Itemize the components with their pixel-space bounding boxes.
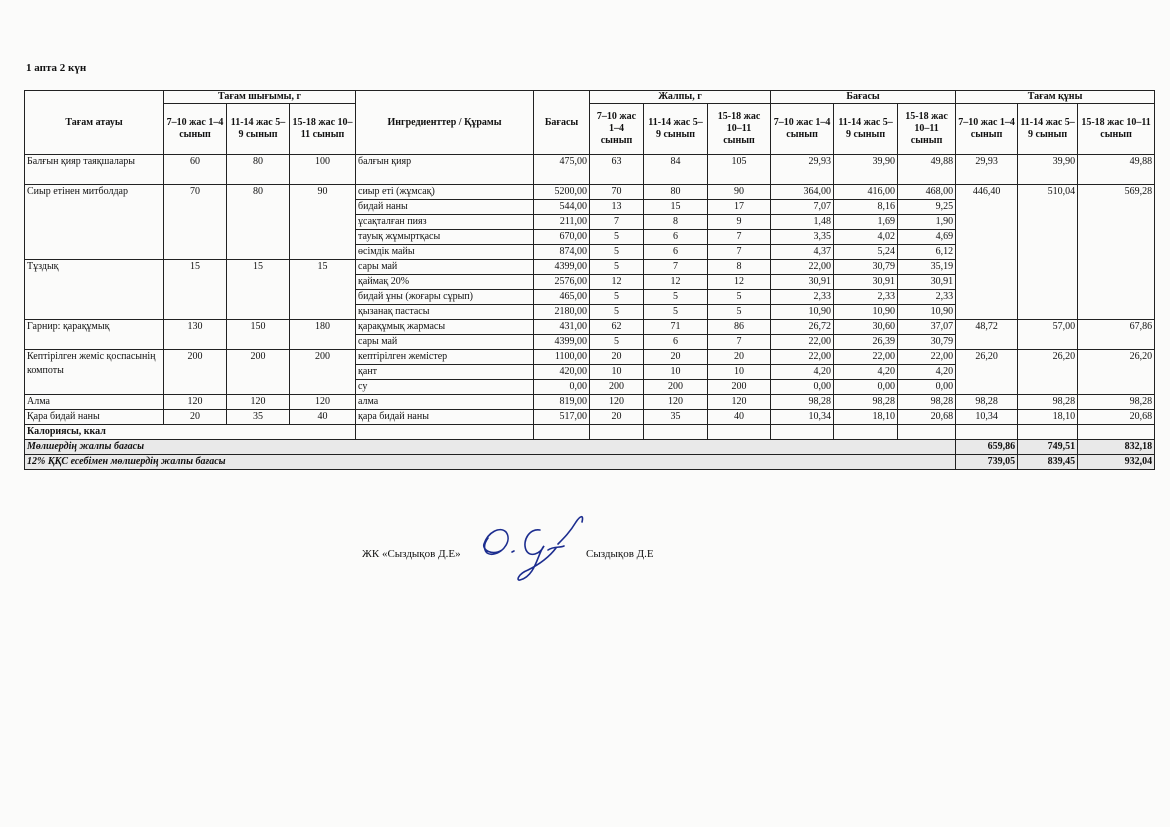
ingredient-price: 544,00: [534, 200, 590, 215]
dish-yield-3: 100: [290, 155, 356, 185]
ingredient-total-3: 9: [708, 215, 771, 230]
menu-table: [24, 90, 1155, 470]
dish-yield-2: 150: [227, 320, 290, 350]
ingredient-cost-3: 35,19: [898, 260, 956, 275]
ingredient-cost-1: 7,07: [771, 200, 834, 215]
dish-value-2: 510,04: [1018, 185, 1078, 320]
ingredient-cost-3: 0,00: [898, 380, 956, 395]
ingredient-cost-3: 49,88: [898, 155, 956, 185]
summary-cell: [708, 425, 771, 440]
dish-value-2: 98,28: [1018, 395, 1078, 410]
dish-yield-1: 70: [164, 185, 227, 260]
ingredient-cost-2: 10,90: [834, 305, 898, 320]
ingredient-cost-1: 98,28: [771, 395, 834, 410]
header-value-age-2: 11-14 жас 5–9 сынып: [1018, 104, 1078, 155]
dish-yield-2: 35: [227, 410, 290, 425]
dish-yield-1: 200: [164, 350, 227, 395]
table-row: [25, 395, 1155, 410]
ingredient-total-3: 90: [708, 185, 771, 200]
summary-cell: [1078, 425, 1155, 440]
total-cost-age-2: 749,51: [1018, 440, 1078, 455]
ingredient-total-2: 12: [644, 275, 708, 290]
ingredient-price: 517,00: [534, 410, 590, 425]
ingredient-total-2: 15: [644, 200, 708, 215]
ingredient-price: 211,00: [534, 215, 590, 230]
ingredient-cost-3: 30,79: [898, 335, 956, 350]
ingredient-total-2: 120: [644, 395, 708, 410]
ingredient-cost-1: 10,34: [771, 410, 834, 425]
calories-row: [25, 425, 1155, 440]
ingredient-cost-2: 0,00: [834, 380, 898, 395]
table-row: [25, 155, 1155, 185]
ingredient-total-3: 86: [708, 320, 771, 335]
ingredient-cost-1: 4,20: [771, 365, 834, 380]
ingredient-name: бидай наны: [356, 200, 534, 215]
header-cost: Бағасы: [771, 91, 956, 104]
ingredient-total-3: 7: [708, 335, 771, 350]
header-cost-age-2: 11-14 жас 5–9 сынып: [834, 104, 898, 155]
dish-value-2: 18,10: [1018, 410, 1078, 425]
table-row: [25, 350, 1155, 365]
dish-yield-1: 20: [164, 410, 227, 425]
ingredient-cost-3: 22,00: [898, 350, 956, 365]
ingredient-cost-3: 10,90: [898, 305, 956, 320]
dish-value-1: 48,72: [956, 320, 1018, 350]
ingredient-cost-2: 4,20: [834, 365, 898, 380]
ingredient-cost-1: 1,48: [771, 215, 834, 230]
ingredient-cost-3: 20,68: [898, 410, 956, 425]
dish-yield-3: 200: [290, 350, 356, 395]
header-value-age-3: 15-18 жас 10–11 сынып: [1078, 104, 1155, 155]
dish-yield-1: 15: [164, 260, 227, 320]
dish-value-1: 26,20: [956, 350, 1018, 395]
dish-value-3: 98,28: [1078, 395, 1155, 410]
ingredient-price: 4399,00: [534, 335, 590, 350]
table-row: [25, 320, 1155, 335]
ingredient-price: 819,00: [534, 395, 590, 410]
ingredient-price: 420,00: [534, 365, 590, 380]
ingredient-cost-2: 39,90: [834, 155, 898, 185]
ingredient-price: 475,00: [534, 155, 590, 185]
ingredient-name: сары май: [356, 335, 534, 350]
ingredient-total-2: 6: [644, 230, 708, 245]
ingredient-total-3: 105: [708, 155, 771, 185]
header-cost-age-3: 15-18 жас 10–11 сынып: [898, 104, 956, 155]
dish-name: Тұздық: [25, 260, 164, 320]
ingredient-cost-2: 26,39: [834, 335, 898, 350]
ingredient-cost-1: 364,00: [771, 185, 834, 200]
dish-value-2: 26,20: [1018, 350, 1078, 395]
summary-cell: [356, 425, 534, 440]
ingredient-total-1: 20: [590, 410, 644, 425]
ingredient-total-2: 8: [644, 215, 708, 230]
dish-yield-3: 180: [290, 320, 356, 350]
summary-cell: [1018, 425, 1078, 440]
vat-cost-label: 12% ҚҚС есебімен мөлшердің жалпы бағасы: [25, 455, 956, 470]
ingredient-total-1: 10: [590, 365, 644, 380]
total-cost-label: Мөлшердің жалпы бағасы: [25, 440, 956, 455]
dish-yield-3: 15: [290, 260, 356, 320]
ingredient-total-1: 5: [590, 230, 644, 245]
table-summary: [25, 425, 1155, 470]
ingredient-total-1: 20: [590, 350, 644, 365]
ingredient-cost-3: 98,28: [898, 395, 956, 410]
ingredient-cost-1: 10,90: [771, 305, 834, 320]
dish-yield-2: 120: [227, 395, 290, 410]
ingredient-total-2: 80: [644, 185, 708, 200]
vat-cost-age-2: 839,45: [1018, 455, 1078, 470]
summary-cell: [898, 425, 956, 440]
ingredient-cost-2: 18,10: [834, 410, 898, 425]
ingredient-cost-2: 30,91: [834, 275, 898, 290]
ingredient-name: ұсақталған пияз: [356, 215, 534, 230]
ingredient-cost-2: 30,79: [834, 260, 898, 275]
ingredient-cost-2: 416,00: [834, 185, 898, 200]
ingredient-cost-1: 22,00: [771, 260, 834, 275]
summary-cell: [834, 425, 898, 440]
total-cost-row: [25, 440, 1155, 455]
ingredient-price: 5200,00: [534, 185, 590, 200]
header-price: Бағасы: [534, 91, 590, 155]
ingredient-total-1: 5: [590, 305, 644, 320]
ingredient-total-2: 6: [644, 335, 708, 350]
dish-yield-2: 80: [227, 155, 290, 185]
ingredient-total-1: 200: [590, 380, 644, 395]
ingredient-cost-1: 30,91: [771, 275, 834, 290]
ingredient-price: 4399,00: [534, 260, 590, 275]
ingredient-total-1: 5: [590, 260, 644, 275]
ingredient-total-3: 8: [708, 260, 771, 275]
ingredient-total-3: 10: [708, 365, 771, 380]
ingredient-name: қызанақ пастасы: [356, 305, 534, 320]
dish-value-1: 10,34: [956, 410, 1018, 425]
header-total: Жалпы, г: [590, 91, 771, 104]
ingredient-cost-3: 2,33: [898, 290, 956, 305]
header-value-age-1: 7–10 жас 1–4 сынып: [956, 104, 1018, 155]
header-total-age-1: 7–10 жас 1–4 сынып: [590, 104, 644, 155]
ingredient-cost-2: 30,60: [834, 320, 898, 335]
header-yield: Тағам шығымы, г: [164, 91, 356, 104]
ingredient-cost-1: 4,37: [771, 245, 834, 260]
calories-label: Калориясы, ккал: [25, 425, 356, 440]
ingredient-total-2: 20: [644, 350, 708, 365]
dish-name: Алма: [25, 395, 164, 410]
ingredient-cost-3: 9,25: [898, 200, 956, 215]
dish-yield-2: 200: [227, 350, 290, 395]
dish-value-3: 20,68: [1078, 410, 1155, 425]
summary-cell: [956, 425, 1018, 440]
ingredient-name: қара бидай наны: [356, 410, 534, 425]
ingredient-total-3: 17: [708, 200, 771, 215]
ingredient-total-1: 5: [590, 245, 644, 260]
ingredient-cost-2: 1,69: [834, 215, 898, 230]
ingredient-total-3: 7: [708, 230, 771, 245]
summary-cell: [771, 425, 834, 440]
ingredient-price: 0,00: [534, 380, 590, 395]
ingredient-cost-1: 22,00: [771, 335, 834, 350]
dish-yield-1: 120: [164, 395, 227, 410]
ingredient-name: алма: [356, 395, 534, 410]
vat-cost-row: [25, 455, 1155, 470]
ingredient-price: 874,00: [534, 245, 590, 260]
ingredient-total-1: 12: [590, 275, 644, 290]
header-total-age-2: 11-14 жас 5–9 сынып: [644, 104, 708, 155]
header-yield-age-1: 7–10 жас 1–4 сынып: [164, 104, 227, 155]
ingredient-cost-3: 4,69: [898, 230, 956, 245]
ingredient-total-1: 120: [590, 395, 644, 410]
ingredient-total-3: 12: [708, 275, 771, 290]
ingredient-name: қарақұмық жармасы: [356, 320, 534, 335]
ingredient-cost-1: 29,93: [771, 155, 834, 185]
ingredient-name: сиыр еті (жұмсақ): [356, 185, 534, 200]
table-header: [25, 91, 1155, 155]
ingredient-total-2: 6: [644, 245, 708, 260]
ingredient-name: тауық жұмыртқасы: [356, 230, 534, 245]
ingredient-cost-3: 6,12: [898, 245, 956, 260]
ingredient-name: су: [356, 380, 534, 395]
table-row: [25, 185, 1155, 200]
dish-name: Гарнир: қарақұмық: [25, 320, 164, 350]
ingredient-total-3: 20: [708, 350, 771, 365]
summary-cell: [534, 425, 590, 440]
ingredient-total-1: 5: [590, 290, 644, 305]
signature-name: Сыздықов Д.Е: [586, 548, 654, 560]
total-cost-age-3: 832,18: [1078, 440, 1155, 455]
ingredient-total-2: 200: [644, 380, 708, 395]
ingredient-total-3: 7: [708, 245, 771, 260]
ingredient-name: балғын қияр: [356, 155, 534, 185]
header-total-age-3: 15-18 жас 10–11 сынып: [708, 104, 771, 155]
dish-name: Қара бидай наны: [25, 410, 164, 425]
ingredient-price: 465,00: [534, 290, 590, 305]
summary-cell: [644, 425, 708, 440]
ingredient-cost-3: 4,20: [898, 365, 956, 380]
dish-yield-3: 90: [290, 185, 356, 260]
dish-yield-3: 120: [290, 395, 356, 410]
header-value: Тағам құны: [956, 91, 1155, 104]
ingredient-name: өсімдік майы: [356, 245, 534, 260]
table-body: [25, 155, 1155, 425]
ingredient-total-1: 70: [590, 185, 644, 200]
summary-cell: [590, 425, 644, 440]
ingredient-total-3: 40: [708, 410, 771, 425]
page-title: 1 апта 2 күн: [26, 62, 87, 74]
vat-cost-age-3: 932,04: [1078, 455, 1155, 470]
ingredient-name: бидай ұны (жоғары сұрып): [356, 290, 534, 305]
ingredient-cost-2: 22,00: [834, 350, 898, 365]
ingredient-total-3: 5: [708, 290, 771, 305]
ingredient-total-3: 200: [708, 380, 771, 395]
signature-handwriting: Д. Сыз: [478, 510, 481, 511]
header-yield-age-3: 15-18 жас 10–11 сынып: [290, 104, 356, 155]
ingredient-total-1: 13: [590, 200, 644, 215]
dish-value-1: 446,40: [956, 185, 1018, 320]
ingredient-cost-3: 37,07: [898, 320, 956, 335]
ingredient-total-2: 5: [644, 305, 708, 320]
ingredient-cost-2: 4,02: [834, 230, 898, 245]
ingredient-cost-1: 0,00: [771, 380, 834, 395]
ingredient-name: қант: [356, 365, 534, 380]
ingredient-total-2: 7: [644, 260, 708, 275]
dish-yield-2: 80: [227, 185, 290, 260]
ingredient-total-1: 5: [590, 335, 644, 350]
ingredient-total-2: 71: [644, 320, 708, 335]
dish-value-1: 98,28: [956, 395, 1018, 410]
ingredient-cost-2: 8,16: [834, 200, 898, 215]
ingredient-name: сары май: [356, 260, 534, 275]
header-yield-age-2: 11-14 жас 5–9 сынып: [227, 104, 290, 155]
header-cost-age-1: 7–10 жас 1–4 сынып: [771, 104, 834, 155]
ingredient-price: 670,00: [534, 230, 590, 245]
dish-value-3: 26,20: [1078, 350, 1155, 395]
ingredient-cost-2: 2,33: [834, 290, 898, 305]
ingredient-total-2: 84: [644, 155, 708, 185]
ingredient-total-3: 120: [708, 395, 771, 410]
ingredient-total-2: 35: [644, 410, 708, 425]
dish-name: Кептірілген жеміс қоспасынің компоты: [25, 350, 164, 395]
ingredient-cost-3: 30,91: [898, 275, 956, 290]
header-dish-name: Тағам атауы: [25, 91, 164, 155]
ingredient-price: 431,00: [534, 320, 590, 335]
signature-org: ЖК «Сыздықов Д.Е»: [362, 548, 461, 560]
ingredient-cost-2: 5,24: [834, 245, 898, 260]
ingredient-cost-1: 26,72: [771, 320, 834, 335]
ingredient-total-2: 5: [644, 290, 708, 305]
dish-value-2: 57,00: [1018, 320, 1078, 350]
dish-yield-3: 40: [290, 410, 356, 425]
handwritten-signature: [478, 510, 588, 582]
ingredient-cost-1: 3,35: [771, 230, 834, 245]
dish-name: Сиыр етінен митболдар: [25, 185, 164, 260]
ingredient-total-3: 5: [708, 305, 771, 320]
header-ingredients: Ингредиенттер / Құрамы: [356, 91, 534, 155]
dish-value-2: 39,90: [1018, 155, 1078, 185]
dish-yield-1: 60: [164, 155, 227, 185]
ingredient-total-1: 63: [590, 155, 644, 185]
ingredient-name: қаймақ 20%: [356, 275, 534, 290]
ingredient-price: 2180,00: [534, 305, 590, 320]
ingredient-total-1: 62: [590, 320, 644, 335]
ingredient-total-2: 10: [644, 365, 708, 380]
ingredient-total-1: 7: [590, 215, 644, 230]
vat-cost-age-1: 739,05: [956, 455, 1018, 470]
dish-yield-1: 130: [164, 320, 227, 350]
ingredient-price: 1100,00: [534, 350, 590, 365]
ingredient-price: 2576,00: [534, 275, 590, 290]
dish-name: Балғын қияр таяқшалары: [25, 155, 164, 185]
ingredient-cost-1: 22,00: [771, 350, 834, 365]
dish-yield-2: 15: [227, 260, 290, 320]
dish-value-3: 67,86: [1078, 320, 1155, 350]
dish-value-1: 29,93: [956, 155, 1018, 185]
total-cost-age-1: 659,86: [956, 440, 1018, 455]
ingredient-cost-3: 1,90: [898, 215, 956, 230]
ingredient-cost-1: 2,33: [771, 290, 834, 305]
ingredient-name: кептірілген жемістер: [356, 350, 534, 365]
ingredient-cost-2: 98,28: [834, 395, 898, 410]
ingredient-cost-3: 468,00: [898, 185, 956, 200]
dish-value-3: 49,88: [1078, 155, 1155, 185]
dish-value-3: 569,28: [1078, 185, 1155, 320]
table-row: [25, 410, 1155, 425]
